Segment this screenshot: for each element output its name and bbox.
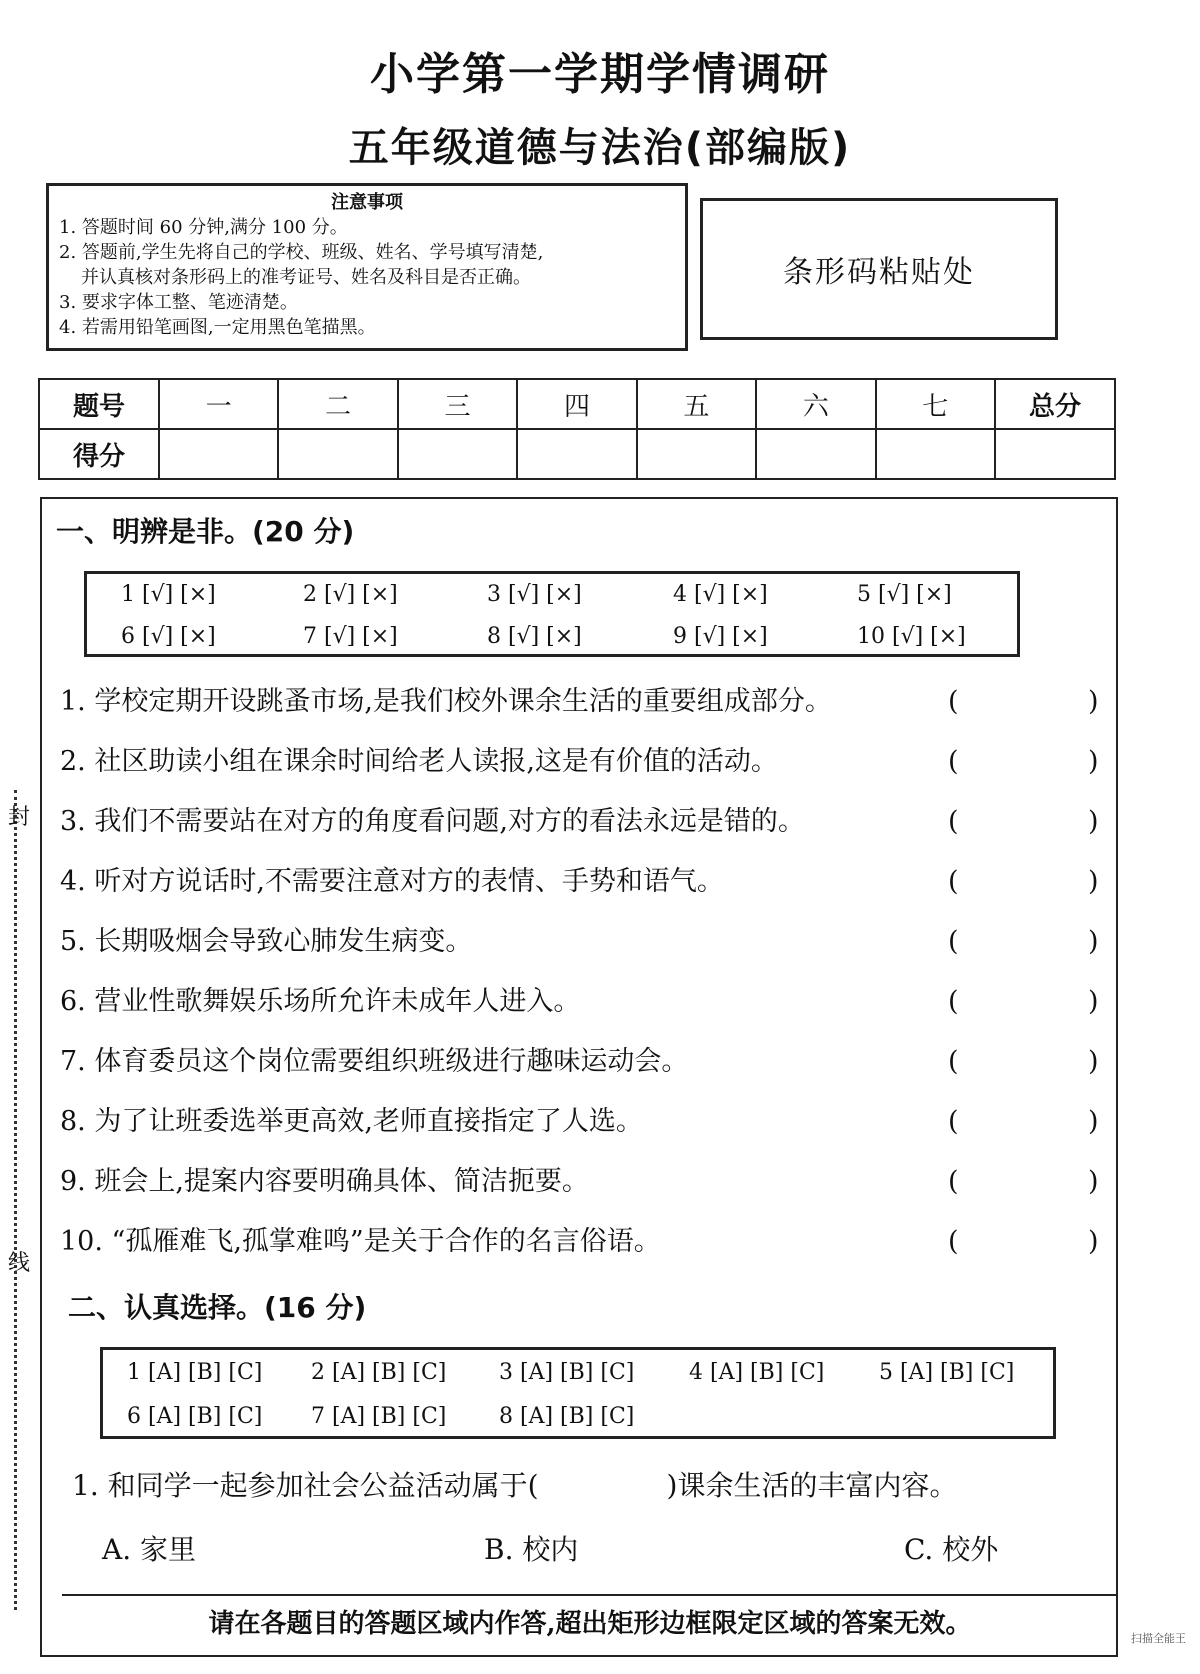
notice-line: 4. 若需用铅笔画图,一定用黑色笔描黑。 <box>59 317 376 338</box>
scanner-watermark: 扫描全能王 <box>1131 1632 1186 1645</box>
section-heading: 一、明辨是非。(20 分) <box>56 515 355 548</box>
footer-notice: 请在各题目的答题区域内作答,超出矩形边框限定区域的答案无效。 <box>62 1594 1118 1657</box>
score-cell[interactable] <box>278 429 397 479</box>
answer-bubble-group[interactable]: 7 [√] [×] <box>303 624 398 649</box>
truefalse-question <box>60 920 1100 964</box>
answer-paren-right: ) <box>1088 866 1099 897</box>
question-text: 3. 我们不需要站在对方的角度看问题,对方的看法永远是错的。 <box>60 806 805 837</box>
answer-paren-right: ) <box>1088 806 1099 837</box>
truefalse-question <box>60 800 1100 844</box>
score-header-cell: 四 <box>517 379 636 429</box>
score-header-cell: 七 <box>876 379 995 429</box>
score-table <box>38 378 1116 480</box>
option-c[interactable]: C. 校外 <box>904 1533 999 1566</box>
answer-bubble-group[interactable]: 10 [√] [×] <box>857 624 966 649</box>
score-header-cell: 三 <box>398 379 517 429</box>
option-b[interactable]: B. 校内 <box>484 1533 579 1566</box>
truefalse-question <box>60 860 1100 904</box>
side-mark: 封 <box>8 805 31 830</box>
question-text: 10. “孤雁难飞,孤掌难鸣”是关于合作的名言俗语。 <box>60 1226 661 1257</box>
notice-box <box>46 183 688 351</box>
answer-bubble-group[interactable]: 4 [A] [B] [C] <box>689 1360 825 1385</box>
answer-paren-right: ) <box>1088 1226 1099 1257</box>
score-cell[interactable] <box>159 429 278 479</box>
score-cell[interactable] <box>637 429 756 479</box>
score-cell[interactable] <box>995 429 1115 479</box>
question-text: 7. 体育委员这个岗位需要组织班级进行趣味运动会。 <box>60 1046 689 1077</box>
stem-before-blank: 1. 和同学一起参加社会公益活动属于( <box>72 1469 539 1502</box>
score-header-cell: 二 <box>278 379 397 429</box>
question-text: 4. 听对方说话时,不需要注意对方的表情、手势和语气。 <box>60 866 724 897</box>
notice-line: 3. 要求字体工整、笔迹清楚。 <box>59 292 298 313</box>
truefalse-question <box>60 680 1100 724</box>
answer-bubble-group[interactable]: 8 [√] [×] <box>487 624 582 649</box>
score-cell[interactable] <box>756 429 875 479</box>
score-cell[interactable] <box>398 429 517 479</box>
answer-bubble-group[interactable]: 4 [√] [×] <box>673 582 768 607</box>
answer-bubble-group[interactable]: 1 [A] [B] [C] <box>127 1360 263 1385</box>
answer-paren-right: ) <box>1088 1046 1099 1077</box>
answer-bubble-group[interactable]: 6 [A] [B] [C] <box>127 1404 263 1429</box>
answer-paren-right: ) <box>1088 1166 1099 1197</box>
score-value-row <box>39 429 1115 479</box>
option-a[interactable]: A. 家里 <box>102 1533 197 1566</box>
answer-paren-left[interactable]: ( <box>948 746 959 777</box>
answer-paren-right: ) <box>1088 746 1099 777</box>
answer-paren-right: ) <box>1088 986 1099 1017</box>
score-header-cell: 题号 <box>39 379 159 429</box>
answer-paren-left[interactable]: ( <box>948 1166 959 1197</box>
truefalse-question <box>60 740 1100 784</box>
choice-question-stem <box>72 1464 957 1504</box>
answer-paren-left[interactable]: ( <box>948 1226 959 1257</box>
notice-line: 2. 答题前,学生先将自己的学校、班级、姓名、学号填写清楚, <box>59 242 544 263</box>
answer-bubble-group[interactable]: 3 [A] [B] [C] <box>499 1360 635 1385</box>
choice-answer-box <box>100 1347 1056 1439</box>
answer-bubble-group[interactable]: 6 [√] [×] <box>121 624 216 649</box>
question-text: 9. 班会上,提案内容要明确具体、简洁扼要。 <box>60 1166 589 1197</box>
answer-bubble-group[interactable]: 1 [√] [×] <box>121 582 216 607</box>
score-row-label: 得分 <box>39 429 159 479</box>
answer-paren-left[interactable]: ( <box>948 1106 959 1137</box>
answer-bubble-group[interactable]: 2 [√] [×] <box>303 582 398 607</box>
answer-bubble-group[interactable]: 3 [√] [×] <box>487 582 582 607</box>
score-header-cell: 总分 <box>995 379 1115 429</box>
notice-line: 1. 答题时间 60 分钟,满分 100 分。 <box>59 217 348 238</box>
truefalse-question <box>60 1160 1100 1204</box>
answer-paren-left[interactable]: ( <box>948 1046 959 1077</box>
score-header-cell: 一 <box>159 379 278 429</box>
score-header-cell: 六 <box>756 379 875 429</box>
notice-heading: 注意事项 <box>331 192 403 213</box>
score-header-row <box>39 379 1115 429</box>
section-heading: 二、认真选择。(16 分) <box>68 1291 367 1324</box>
barcode-area: 条形码粘贴处 <box>700 198 1058 340</box>
answer-paren-right: ) <box>1088 686 1099 717</box>
score-header-cell: 五 <box>637 379 756 429</box>
answer-bubble-group[interactable]: 9 [√] [×] <box>673 624 768 649</box>
answer-paren-right: ) <box>1088 1106 1099 1137</box>
question-text: 6. 营业性歌舞娱乐场所允许未成年人进入。 <box>60 986 581 1017</box>
answer-paren-left[interactable]: ( <box>948 806 959 837</box>
score-cell[interactable] <box>517 429 636 479</box>
answer-bubble-group[interactable]: 8 [A] [B] [C] <box>499 1404 635 1429</box>
stem-after-blank: )课余生活的丰富内容。 <box>666 1469 958 1502</box>
question-text: 5. 长期吸烟会导致心肺发生病变。 <box>60 926 473 957</box>
binding-line <box>14 790 17 1610</box>
answer-bubble-group[interactable]: 2 [A] [B] [C] <box>311 1360 447 1385</box>
answer-bubble-group[interactable]: 5 [√] [×] <box>857 582 952 607</box>
answer-bubble-group[interactable]: 7 [A] [B] [C] <box>311 1404 447 1429</box>
truefalse-question <box>60 1100 1100 1144</box>
answer-bubble-group[interactable]: 5 [A] [B] [C] <box>879 1360 1015 1385</box>
answer-paren-right: ) <box>1088 926 1099 957</box>
answer-paren-left[interactable]: ( <box>948 926 959 957</box>
notice-line: 并认真核对条形码上的准考证号、姓名及科目是否正确。 <box>81 267 531 288</box>
answer-paren-left[interactable]: ( <box>948 686 959 717</box>
exam-subtitle: 五年级道德与法治(部编版) <box>348 125 852 171</box>
truefalse-question <box>60 1220 1100 1264</box>
truefalse-question <box>60 1040 1100 1084</box>
score-cell[interactable] <box>876 429 995 479</box>
truefalse-answer-box <box>84 571 1020 657</box>
truefalse-question <box>60 980 1100 1024</box>
question-text: 1. 学校定期开设跳蚤市场,是我们校外课余生活的重要组成部分。 <box>60 686 832 717</box>
answer-paren-left[interactable]: ( <box>948 986 959 1017</box>
question-text: 2. 社区助读小组在课余时间给老人读报,这是有价值的活动。 <box>60 746 778 777</box>
answer-paren-left[interactable]: ( <box>948 866 959 897</box>
side-mark: 线 <box>8 1251 31 1276</box>
exam-title: 小学第一学期学情调研 <box>370 49 830 100</box>
question-text: 8. 为了让班委选举更高效,老师直接指定了人选。 <box>60 1106 643 1137</box>
